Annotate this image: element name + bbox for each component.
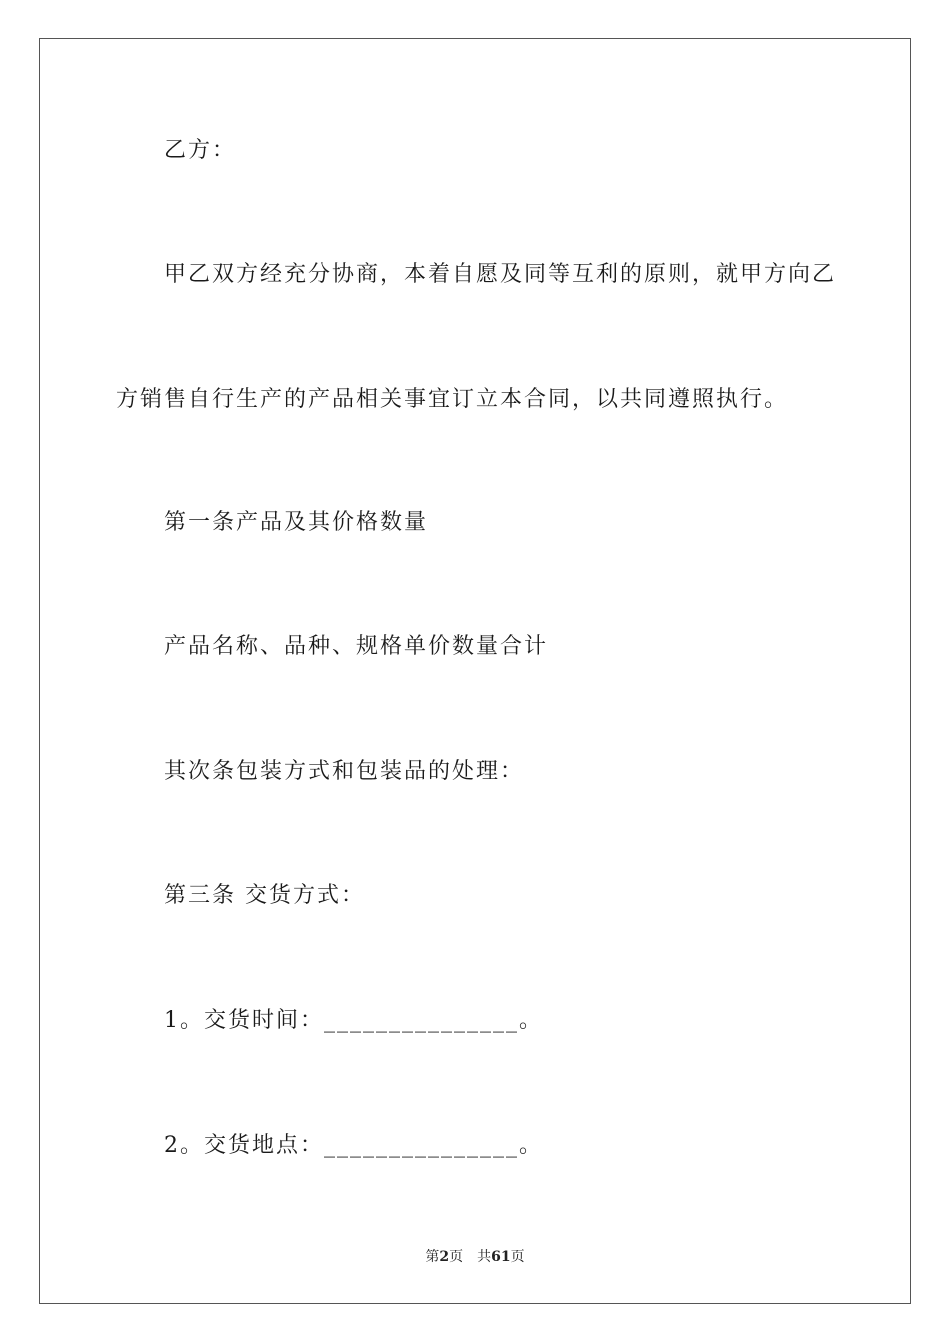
- total-pages: 61: [491, 1249, 511, 1265]
- total-prefix: 共: [477, 1249, 492, 1265]
- article-3-heading: 第三条 交货方式：: [164, 883, 365, 908]
- party-b-label: 乙方：: [164, 138, 237, 163]
- preamble-line-1: 甲乙双方经充分协商，本着自愿及同等互利的原则，就甲方向乙: [164, 262, 837, 287]
- article-1-heading: 第一条产品及其价格数量: [164, 510, 429, 535]
- page-prefix: 第: [425, 1249, 440, 1265]
- article-2-heading: 其次条包装方式和包装品的处理：: [164, 759, 525, 784]
- delivery-location-field: 2。交货地点：_______________。: [164, 1133, 543, 1158]
- preamble-line-2: 方销售自行生产的产品相关事宜订立本合同，以共同遵照执行。: [116, 387, 789, 412]
- total-suffix: 页: [510, 1249, 525, 1265]
- delivery-time-field: 1。交货时间：_______________。: [164, 1008, 543, 1033]
- page-frame: [39, 38, 911, 1304]
- page-suffix: 页: [449, 1249, 464, 1265]
- product-table-header: 产品名称、品种、规格单价数量合计: [164, 634, 549, 659]
- page-footer: [0, 1248, 950, 1266]
- page-number: 2: [439, 1249, 450, 1265]
